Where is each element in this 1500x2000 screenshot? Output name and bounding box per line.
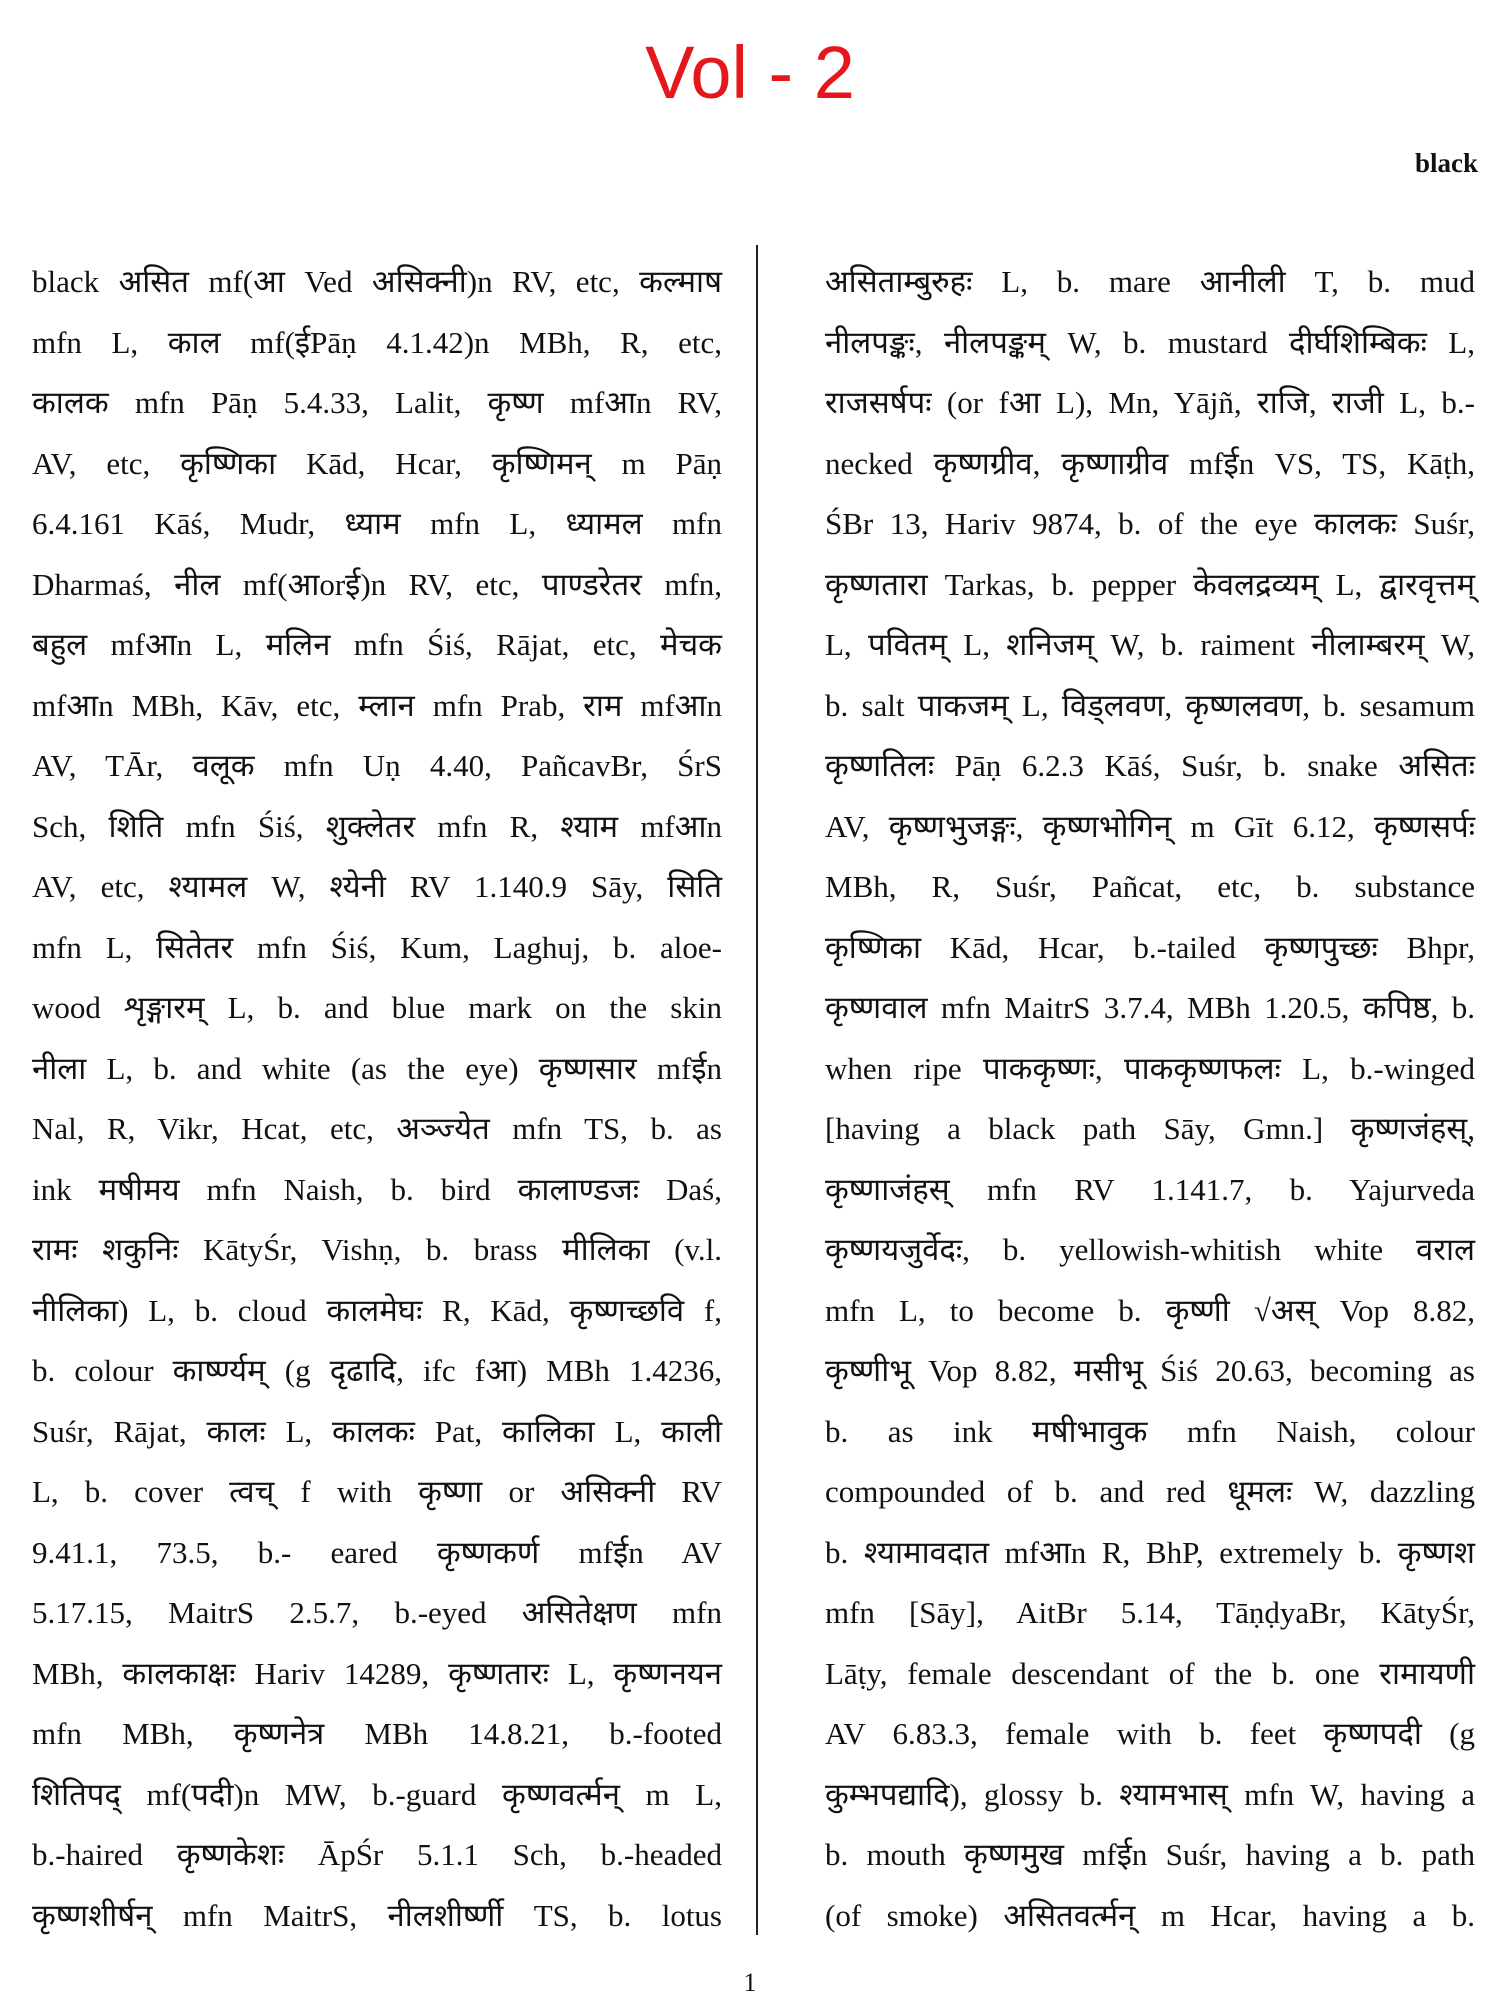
text-line: कृष्णयजुर्वेदः, b. yellowish-whitish white वराल [825,1232,1475,1267]
text-line: Nal, R, Vikr, Hcat, etc, अञ्ज्येत mfn TS, b. as [32,1111,722,1146]
text-line: 9.41.1, 73.5, b.- eared कृष्णकर्ण mfईn AV [32,1534,722,1570]
text-line: Lāṭy, female descendant of the b. one रामायणी [825,1655,1475,1691]
text-line: नीला L, b. and white (as the eye) कृष्णसार mfईn [32,1050,722,1086]
text-line: AV, कृष्णभुजङ्गः, कृष्णभोगिन् m Gīt 6.12, कृष्णसर्पः [825,808,1475,844]
text-line: कृष्णीभू Vop 8.82, मसीभू Śiś 20.63, becoming as [825,1353,1475,1388]
text-line: Suśr, Rājat, कालः L, कालकः Pat, कालिका L, काली [32,1413,722,1449]
text-line: mfn L, सितेतर mfn Śiś, Kum, Laghuj, b. aloe- [32,929,722,965]
text-line: b. mouth कृष्णमुख mfईn Suśr, having a b. path [825,1837,1475,1872]
left-column [32,252,722,1946]
text-line: 6.4.161 Kāś, Mudr, ध्याम mfn L, ध्यामल mfn [32,506,722,541]
column-divider [756,245,758,1935]
text-line: कालक mfn Pāṇ 5.4.33, Lalit, कृष्ण mfआn RV, [32,385,722,420]
text-line: [having a black path Sāy, Gmn.] कृष्णजंहस्, [825,1111,1475,1146]
text-line: AV, TĀr, वलूक mfn Uṇ 4.40, PañcavBr, ŚrS [32,748,722,783]
text-line: Sch, शिति mfn Śiś, शुक्लेतर mfn R, श्याम mfआn [32,808,722,844]
text-line: b. colour कार्ष्ण्यम् (g दृढादि, ifc fआ) MBh 1.4236, [32,1353,722,1388]
text-line: असिताम्बुरुहः L, b. mare आनीली T, b. mud [825,264,1475,299]
text-line: mfn [Sāy], AitBr 5.14, TāṇḍyaBr, KātyŚr, [825,1595,1475,1630]
text-line: Dharmaś, नील mf(आorई)n RV, etc, पाण्डरेतर mfn, [32,566,722,602]
text-line: necked कृष्णग्रीव, कृष्णाग्रीव mfईn VS, TS, Kāṭh, [825,445,1475,481]
text-line: कृष्णाजंहस् mfn RV 1.141.7, b. Yajurveda [825,1171,1475,1207]
text-line: L, पवितम् L, शनिजम् W, b. raiment नीलाम्बरम् W, [825,627,1475,662]
right-column [825,252,1475,1946]
text-line: ŚBr 13, Hariv 9874, b. of the eye कालकः Suśr, [825,506,1475,541]
text-line: ink मषीमय mfn Naish, b. bird कालाण्डजः Daś, [32,1171,722,1207]
text-line: कृष्णतिलः Pāṇ 6.2.3 Kāś, Suśr, b. snake असितः [825,748,1475,783]
text-line: AV, etc, श्यामल W, श्येनी RV 1.140.9 Sāy, सिति [32,869,722,904]
volume-title: Vol - 2 [645,31,855,114]
text-line: b.-haired कृष्णकेशः ĀpŚr 5.1.1 Sch, b.-headed [32,1837,722,1872]
text-line: रामः शकुनिः KātyŚr, Vishṇ, b. brass मीलिका (v.l. [32,1232,722,1267]
text-line: बहुल mfआn L, मलिन mfn Śiś, Rājat, etc, मेचक [32,627,722,662]
text-line: शितिपद् mf(पदी)n MW, b.-guard कृष्णवर्त्मन् m L, [32,1776,722,1812]
text-line: AV, etc, कृष्णिका Kād, Hcar, कृष्णिमन् m Pāṇ [32,445,722,481]
text-line: when ripe पाककृष्णः, पाककृष्णफलः L, b.-winged [825,1050,1475,1086]
text-line: MBh, कालकाक्षः Hariv 14289, कृष्णतारः L, कृष्णनयन [32,1655,722,1691]
text-line: (of smoke) असितवर्त्मन् m Hcar, having a b. [825,1897,1475,1933]
text-line: mfn L, to become b. कृष्णी √अस् Vop 8.82, [825,1292,1475,1328]
text-line: b. श्यामावदात mfआn R, BhP, extremely b. कृष्णश [825,1534,1475,1570]
text-line: नीलपङ्कः, नीलपङ्कम् W, b. mustard दीर्घशिम्बिकः L, [825,324,1475,360]
text-line: black असित mf(आ Ved असिक्नी)n RV, etc, कल्माष [32,264,722,299]
text-line: MBh, R, Suśr, Pañcat, etc, b. substance [825,869,1475,904]
text-line: mfआn MBh, Kāv, etc, म्लान mfn Prab, राम mfआn [32,687,722,723]
page-number: 1 [743,1968,757,1997]
text-line: b. as ink मषीभावुक mfn Naish, colour [825,1413,1475,1449]
text-line: mfn MBh, कृष्णनेत्र MBh 14.8.21, b.-footed [32,1716,722,1751]
text-line: कृष्णवाल mfn MaitrS 3.7.4, MBh 1.20.5, कपिष्ठ, b. [825,990,1475,1025]
text-line: 5.17.15, MaitrS 2.5.7, b.-eyed असितेक्षण mfn [32,1595,722,1630]
text-line: कृष्णतारा Tarkas, b. pepper केवलद्रव्यम् L, द्वारवृत्तम् [825,566,1475,602]
text-line: AV 6.83.3, female with b. feet कृष्णपदी (g [825,1716,1475,1751]
text-line: mfn L, काल mf(ईPāṇ 4.1.42)n MBh, R, etc, [32,324,722,360]
running-head: black [1414,148,1478,178]
dictionary-entry [32,252,722,1946]
text-line: नीलिका) L, b. cloud कालमेघः R, Kād, कृष्णच्छवि f, [32,1292,722,1328]
text-line: wood शृङ्गारम् L, b. and blue mark on the skin [32,990,722,1025]
text-line: कृष्णशीर्षन् mfn MaitrS, नीलशीर्ष्णी TS, b. lotus [32,1897,722,1933]
text-line: कृष्णिका Kād, Hcar, b.-tailed कृष्णपुच्छः Bhpr, [825,929,1475,965]
text-line: राजसर्षपः (or fआ L), Mn, Yājñ, राजि, राजी L, b.- [825,385,1475,420]
text-line: L, b. cover त्वच् f with कृष्णा or असिक्नी RV [32,1474,722,1509]
text-line: b. salt पाकजम् L, विड्लवण, कृष्णलवण, b. sesamum [825,687,1475,723]
text-line: कुम्भपद्यादि), glossy b. श्यामभास् mfn W, having a [825,1776,1475,1812]
text-line: compounded of b. and red धूमलः W, dazzling [825,1474,1475,1509]
